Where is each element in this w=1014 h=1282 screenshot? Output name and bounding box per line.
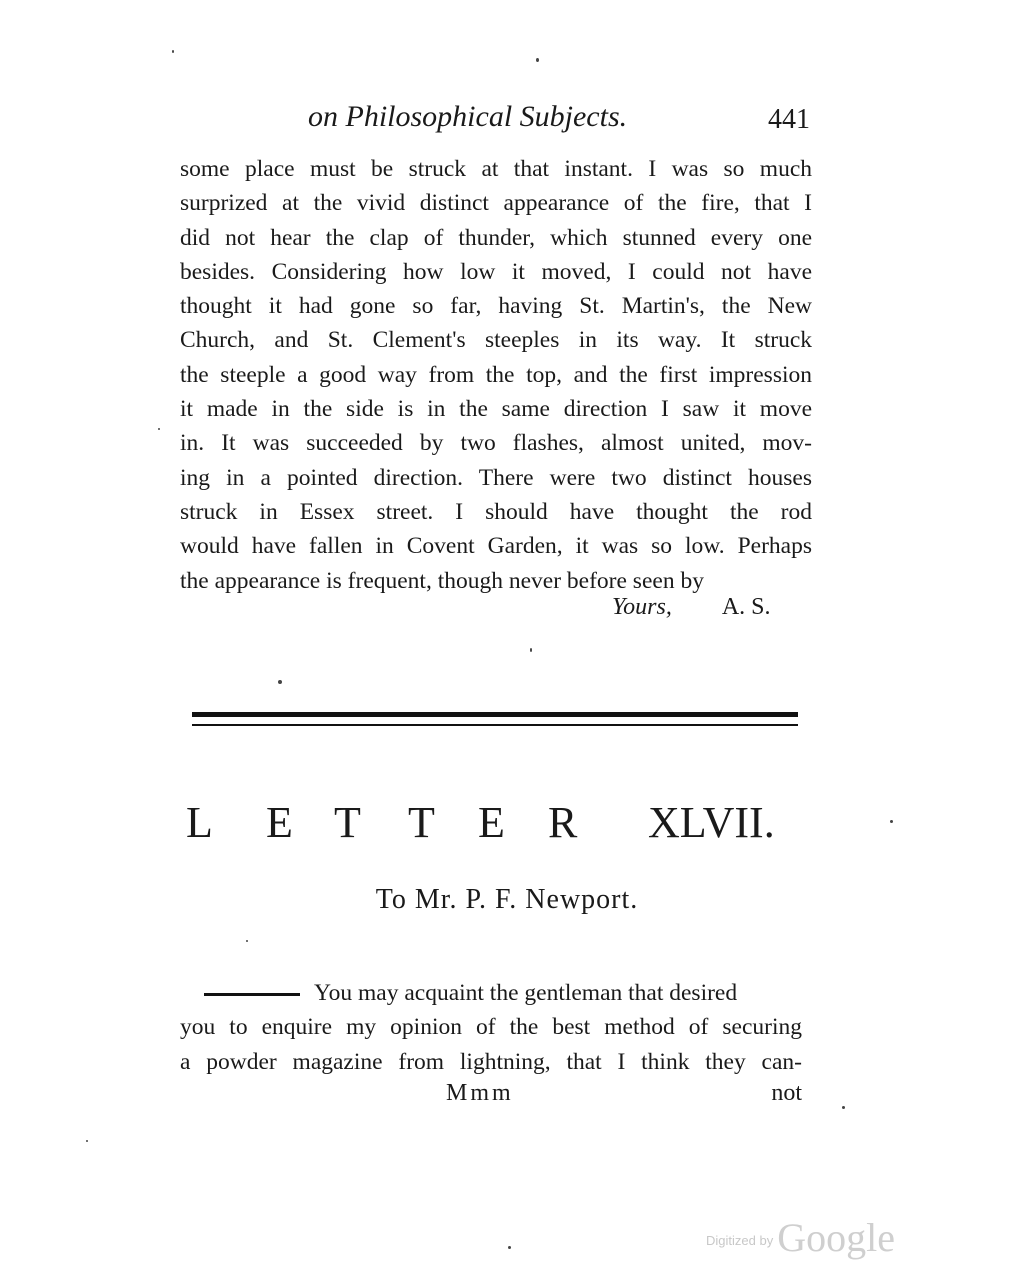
text-line: the appearance is frequent, though never before seen by (180, 567, 704, 594)
letter-body-continued (180, 152, 812, 598)
addressee: To Mr. P. F. Newport. (375, 884, 639, 915)
signature-mark: Mmm (446, 1080, 514, 1106)
page-number: 441 (768, 104, 810, 135)
paper-speck (536, 58, 539, 62)
paper-speck (890, 820, 893, 823)
text-line: some place must be struck at that instant. I was so much (180, 156, 812, 182)
heading-letter: E (266, 798, 293, 847)
section-rule-thick (192, 712, 798, 717)
text-line: in. It was succeeded by two flashes, almost united, mov- (180, 430, 812, 457)
section-rule-thin (192, 724, 798, 726)
digitized-watermark (706, 1214, 895, 1261)
signature-initials: A. S. (721, 594, 771, 620)
text-line-content: You may acquaint the gentleman that desired (314, 980, 738, 1006)
paper-speck (158, 428, 160, 430)
running-title: on Philosophical Subjects. (308, 100, 628, 133)
signature-closing: Yours, (612, 594, 672, 620)
paper-speck (246, 940, 248, 942)
heading-letter: R (548, 798, 578, 847)
text-line (180, 976, 802, 1010)
text-line: would have fallen in Covent Garden, it was so low. Perhaps (180, 533, 812, 560)
heading-number: XLVII. (648, 798, 775, 847)
text-line: did not hear the clap of thunder, which stunned every one (180, 224, 812, 251)
text-line: Church, and St. Clement's steeples in its way. It struck (180, 327, 812, 354)
heading-letter: T (408, 798, 435, 847)
text-line: it made in the side is in the same direction I saw it move (180, 396, 812, 423)
heading-letter: T (334, 798, 361, 847)
text-line: a powder magazine from lightning, that I think they can- (180, 1048, 802, 1075)
text-line: surprized at the vivid distinct appearance of the fire, that I (180, 190, 812, 217)
running-head (180, 100, 810, 144)
text-line: struck in Essex street. I should have thought the rod (180, 498, 812, 525)
page-footer (180, 1080, 802, 1110)
paper-speck (172, 50, 174, 53)
paper-speck (842, 1106, 845, 1109)
heading-letter: E (478, 798, 505, 847)
text-line: the steeple a good way from the top, and the first impression (180, 361, 812, 388)
text-line: thought it had gone so far, having St. Martin's, the New (180, 293, 812, 320)
text-line: you to enquire my opinion of the best method of securing (180, 1014, 802, 1041)
watermark-prefix: Digitized by (706, 1233, 774, 1248)
letter-body (180, 976, 802, 1079)
text-line: ing in a pointed direction. There were two distinct houses (180, 464, 812, 491)
paper-speck (278, 680, 282, 684)
paper-speck (86, 1140, 88, 1142)
text-line: besides. Considering how low it moved, I could not have (180, 258, 812, 285)
paper-speck (530, 648, 532, 652)
em-dash-rule (204, 993, 300, 996)
catchword: not (771, 1080, 802, 1106)
signature (612, 594, 771, 621)
heading-letter: L (186, 798, 213, 847)
letter-heading (186, 798, 800, 848)
watermark-logo: Google (777, 1215, 895, 1260)
paper-speck (508, 1246, 511, 1249)
